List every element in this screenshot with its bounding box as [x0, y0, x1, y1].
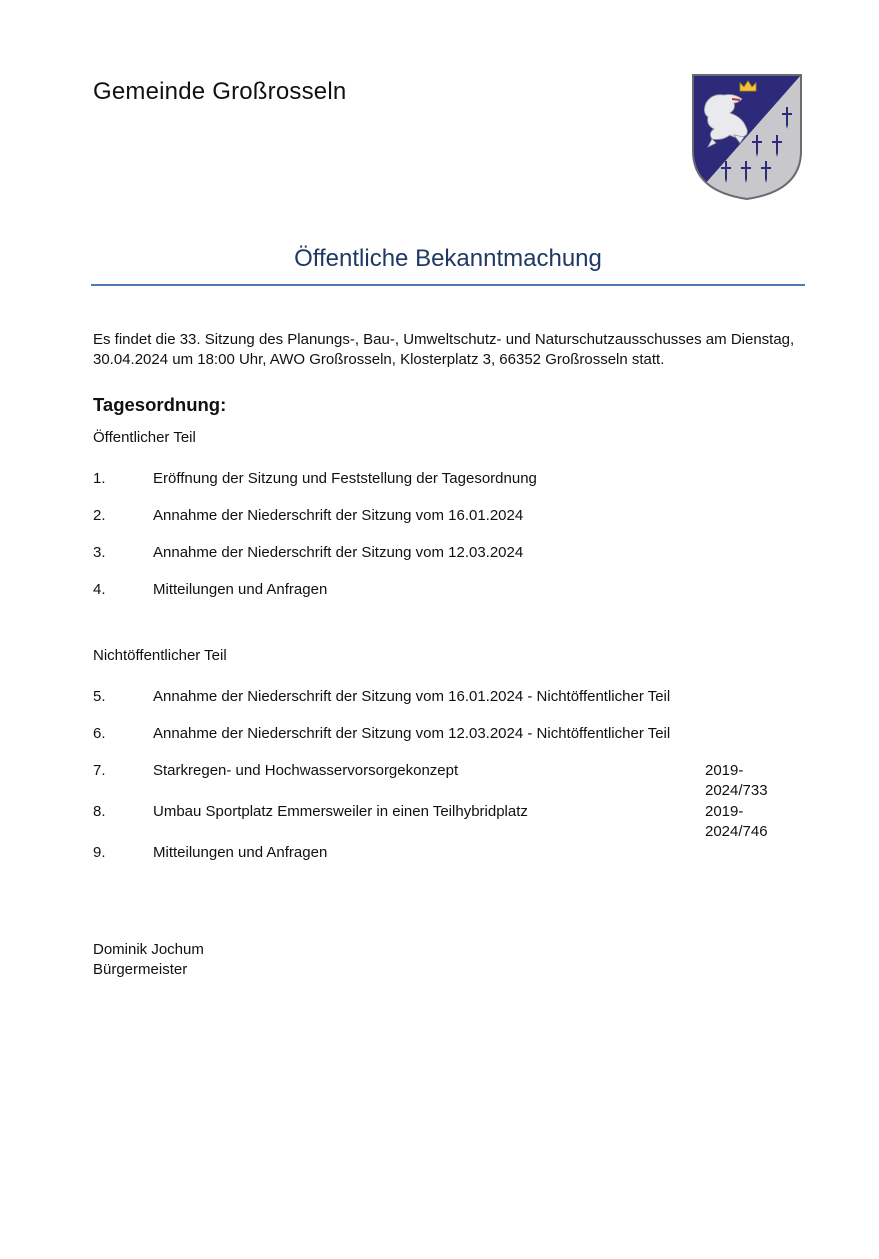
agenda-item-number: 9.	[93, 844, 106, 861]
reference-part-2: 2024/746	[705, 823, 768, 840]
agenda-item-reference	[705, 761, 795, 801]
agenda-item-text: Annahme der Niederschrift der Sitzung vom 16.01.2024	[153, 507, 524, 524]
intro-line-1: Es findet die 33. Sitzung des Planungs-, Bau-, Umweltschutz- und Naturschutzausschusses am Dienstag,	[93, 331, 795, 348]
agenda-item	[93, 506, 805, 546]
agenda-item	[93, 761, 805, 801]
agenda-item-text: Eröffnung der Sitzung und Feststellung der Tagesordnung	[153, 470, 537, 487]
agenda-item	[93, 580, 805, 620]
agenda-item-text: Annahme der Niederschrift der Sitzung vom 12.03.2024 - Nichtöffentlicher Teil	[153, 725, 671, 742]
agenda-item-number: 4.	[93, 581, 106, 598]
signatory-name: Dominik Jochum	[93, 941, 204, 958]
agenda-item	[93, 724, 805, 764]
municipality-name: Gemeinde Großrosseln	[93, 78, 347, 105]
agenda-item-number: 7.	[93, 762, 106, 779]
reference-part-1: 2019-	[705, 803, 744, 820]
agenda-item-reference	[705, 802, 795, 842]
reference-part-2: 2024/733	[705, 782, 768, 799]
nonpublic-section-label: Nichtöffentlicher Teil	[93, 647, 227, 664]
intro-paragraph	[93, 330, 803, 370]
agenda-item-number: 8.	[93, 803, 106, 820]
agenda-item-text: Umbau Sportplatz Emmersweiler in einen Teilhybridplatz	[153, 803, 528, 820]
public-section-label: Öffentlicher Teil	[93, 429, 196, 446]
coat-of-arms-icon	[690, 73, 804, 201]
signatory-role: Bürgermeister	[93, 961, 188, 978]
page-title: Öffentliche Bekanntmachung	[294, 245, 602, 272]
intro-line-2: 30.04.2024 um 18:00 Uhr, AWO Großrosseln, Klosterplatz 3, 66352 Großrosseln statt.	[93, 351, 665, 368]
agenda-heading: Tagesordnung:	[93, 394, 227, 415]
agenda-item-text: Annahme der Niederschrift der Sitzung vom 16.01.2024 - Nichtöffentlicher Teil	[153, 688, 671, 705]
agenda-item-text: Mitteilungen und Anfragen	[153, 844, 328, 861]
agenda-item	[93, 802, 805, 842]
agenda-item	[93, 687, 805, 727]
title-underline	[91, 284, 805, 286]
agenda-item	[93, 469, 805, 509]
agenda-item-number: 3.	[93, 544, 106, 561]
agenda-item-number: 2.	[93, 507, 106, 524]
agenda-item-text: Mitteilungen und Anfragen	[153, 581, 328, 598]
agenda-item	[93, 543, 805, 583]
agenda-item	[93, 843, 805, 883]
agenda-item-number: 5.	[93, 688, 106, 705]
agenda-item-number: 1.	[93, 470, 106, 487]
signature-block	[93, 940, 204, 980]
agenda-item-number: 6.	[93, 725, 106, 742]
reference-part-1: 2019-	[705, 762, 744, 779]
agenda-item-text: Starkregen- und Hochwasservorsorgekonzept	[153, 762, 459, 779]
agenda-item-text: Annahme der Niederschrift der Sitzung vom 12.03.2024	[153, 544, 524, 561]
